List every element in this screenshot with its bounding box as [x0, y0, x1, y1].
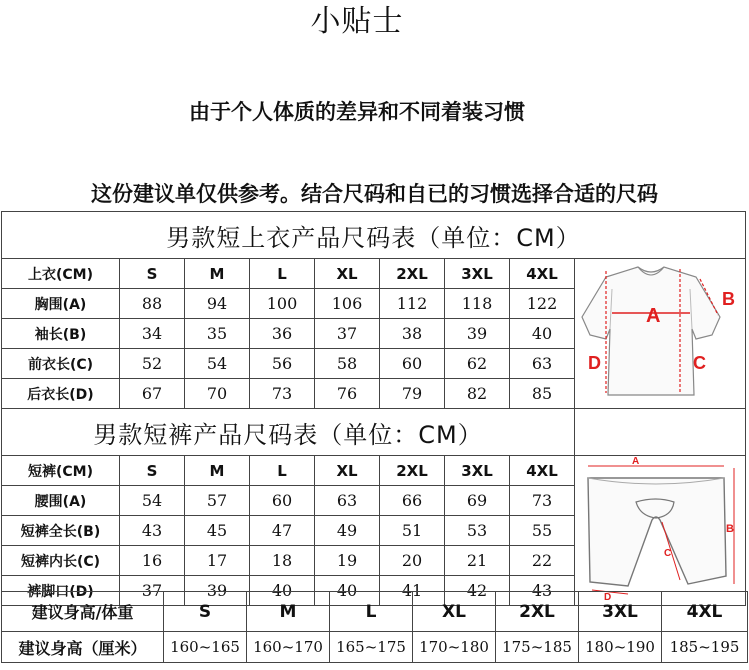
recommend-header-row	[2, 592, 748, 632]
value-cell: 118	[445, 289, 510, 319]
size-cell: XL	[315, 259, 380, 289]
row-label: 胸围(A)	[2, 289, 120, 319]
size-chart-table	[1, 211, 746, 606]
size-cell: L	[250, 456, 315, 486]
height-cell: 185~195	[662, 632, 748, 663]
measure-label-c: C	[693, 353, 707, 373]
size-cell: S	[164, 592, 247, 632]
value-cell: 73	[510, 486, 575, 516]
height-cell: 160~165	[164, 632, 247, 663]
value-cell: 88	[120, 289, 185, 319]
size-cell: 2XL	[380, 259, 445, 289]
value-cell: 16	[120, 546, 185, 576]
shorts-outline	[588, 478, 726, 586]
value-cell: 19	[315, 546, 380, 576]
value-cell: 40	[250, 576, 315, 606]
size-cell: 4XL	[510, 259, 575, 289]
value-cell: 36	[250, 319, 315, 349]
size-cell: 4XL	[510, 456, 575, 486]
value-cell: 112	[380, 289, 445, 319]
shorts-table-title: 男款短裤产品尺码表（单位：CM）	[2, 409, 575, 456]
size-cell: S	[120, 456, 185, 486]
value-cell: 47	[250, 516, 315, 546]
value-cell: 17	[185, 546, 250, 576]
size-cell: 3XL	[445, 456, 510, 486]
shorts-diagram	[576, 456, 744, 601]
value-cell: 100	[250, 289, 315, 319]
value-cell: 51	[380, 516, 445, 546]
value-cell: 54	[185, 349, 250, 379]
size-cell: M	[185, 456, 250, 486]
value-cell: 67	[120, 379, 185, 409]
measure-label-b: B	[722, 289, 736, 309]
height-recommendation-table	[1, 591, 748, 663]
value-cell: 39	[185, 576, 250, 606]
recommend-row-label: 建议身高（厘米）	[2, 632, 164, 663]
value-cell: 40	[315, 576, 380, 606]
size-cell: XL	[413, 592, 496, 632]
size-cell: 3XL	[579, 592, 662, 632]
value-cell: 82	[445, 379, 510, 409]
shorts-header-row	[2, 456, 746, 486]
value-cell: 106	[315, 289, 380, 319]
value-cell: 66	[380, 486, 445, 516]
value-cell: 94	[185, 289, 250, 319]
value-cell: 62	[445, 349, 510, 379]
value-cell: 41	[380, 576, 445, 606]
value-cell: 60	[250, 486, 315, 516]
shorts-header-label: 短裤(CM)	[2, 456, 120, 486]
value-cell: 34	[120, 319, 185, 349]
row-label: 短裤全长(B)	[2, 516, 120, 546]
value-cell: 45	[185, 516, 250, 546]
measure-label-b: B	[726, 523, 734, 535]
value-cell: 43	[510, 576, 575, 606]
row-label: 前衣长(C)	[2, 349, 120, 379]
value-cell: 76	[315, 379, 380, 409]
value-cell: 21	[445, 546, 510, 576]
recommend-header-label: 建议身高/体重	[2, 592, 164, 632]
value-cell: 73	[250, 379, 315, 409]
row-label: 腰围(A)	[2, 486, 120, 516]
value-cell: 49	[315, 516, 380, 546]
jersey-header-label: 上衣(CM)	[2, 259, 120, 289]
value-cell: 60	[380, 349, 445, 379]
table-row	[2, 632, 748, 663]
value-cell: 79	[380, 379, 445, 409]
height-cell: 175~185	[496, 632, 579, 663]
value-cell: 43	[120, 516, 185, 546]
value-cell: 57	[185, 486, 250, 516]
value-cell: 69	[445, 486, 510, 516]
value-cell: 85	[510, 379, 575, 409]
height-cell: 165~175	[330, 632, 413, 663]
value-cell: 52	[120, 349, 185, 379]
value-cell: 40	[510, 319, 575, 349]
value-cell: 70	[185, 379, 250, 409]
measure-label-d: D	[588, 353, 602, 373]
size-cell: M	[185, 259, 250, 289]
measure-label-a: A	[632, 456, 640, 467]
measure-label-d: D	[604, 592, 612, 601]
value-cell: 53	[445, 516, 510, 546]
value-cell: 42	[445, 576, 510, 606]
value-cell: 39	[445, 319, 510, 349]
value-cell: 63	[315, 486, 380, 516]
value-cell: 35	[185, 319, 250, 349]
value-cell: 56	[250, 349, 315, 379]
size-cell: S	[120, 259, 185, 289]
height-cell: 180~190	[579, 632, 662, 663]
value-cell: 22	[510, 546, 575, 576]
height-cell: 160~170	[247, 632, 330, 663]
page-title: 小贴士	[310, 4, 404, 39]
measure-label-a: A	[646, 305, 661, 327]
row-label: 后衣长(D)	[2, 379, 120, 409]
notice-line-2: 这份建议单仅供参考。结合尺码和自已的习惯选择合适的尺码	[91, 182, 658, 206]
value-cell: 37	[315, 319, 380, 349]
value-cell: 122	[510, 289, 575, 319]
jersey-outline	[582, 267, 720, 395]
value-cell: 55	[510, 516, 575, 546]
size-cell: L	[330, 592, 413, 632]
size-cell: M	[247, 592, 330, 632]
jersey-diagram	[576, 259, 744, 404]
size-cell: 4XL	[662, 592, 748, 632]
jersey-diagram-cell	[575, 259, 746, 409]
shorts-diagram-cell	[575, 456, 746, 606]
notice-line-1: 由于个人体质的差异和不同着装习惯	[189, 100, 525, 124]
row-label: 裤脚口(D)	[2, 576, 120, 606]
size-cell: L	[250, 259, 315, 289]
jersey-header-row	[2, 259, 746, 289]
value-cell: 37	[120, 576, 185, 606]
value-cell: 20	[380, 546, 445, 576]
value-cell: 18	[250, 546, 315, 576]
value-cell: 63	[510, 349, 575, 379]
value-cell: 38	[380, 319, 445, 349]
size-cell: 3XL	[445, 259, 510, 289]
row-label: 短裤内长(C)	[2, 546, 120, 576]
height-cell: 170~180	[413, 632, 496, 663]
row-label: 袖长(B)	[2, 319, 120, 349]
value-cell: 58	[315, 349, 380, 379]
value-cell: 54	[120, 486, 185, 516]
measure-label-c: C	[664, 548, 672, 559]
jersey-table-title: 男款短上衣产品尺码表（单位：CM）	[2, 212, 746, 259]
size-cell: 2XL	[496, 592, 579, 632]
size-cell: 2XL	[380, 456, 445, 486]
shorts-title-blank	[575, 409, 746, 456]
size-cell: XL	[315, 456, 380, 486]
